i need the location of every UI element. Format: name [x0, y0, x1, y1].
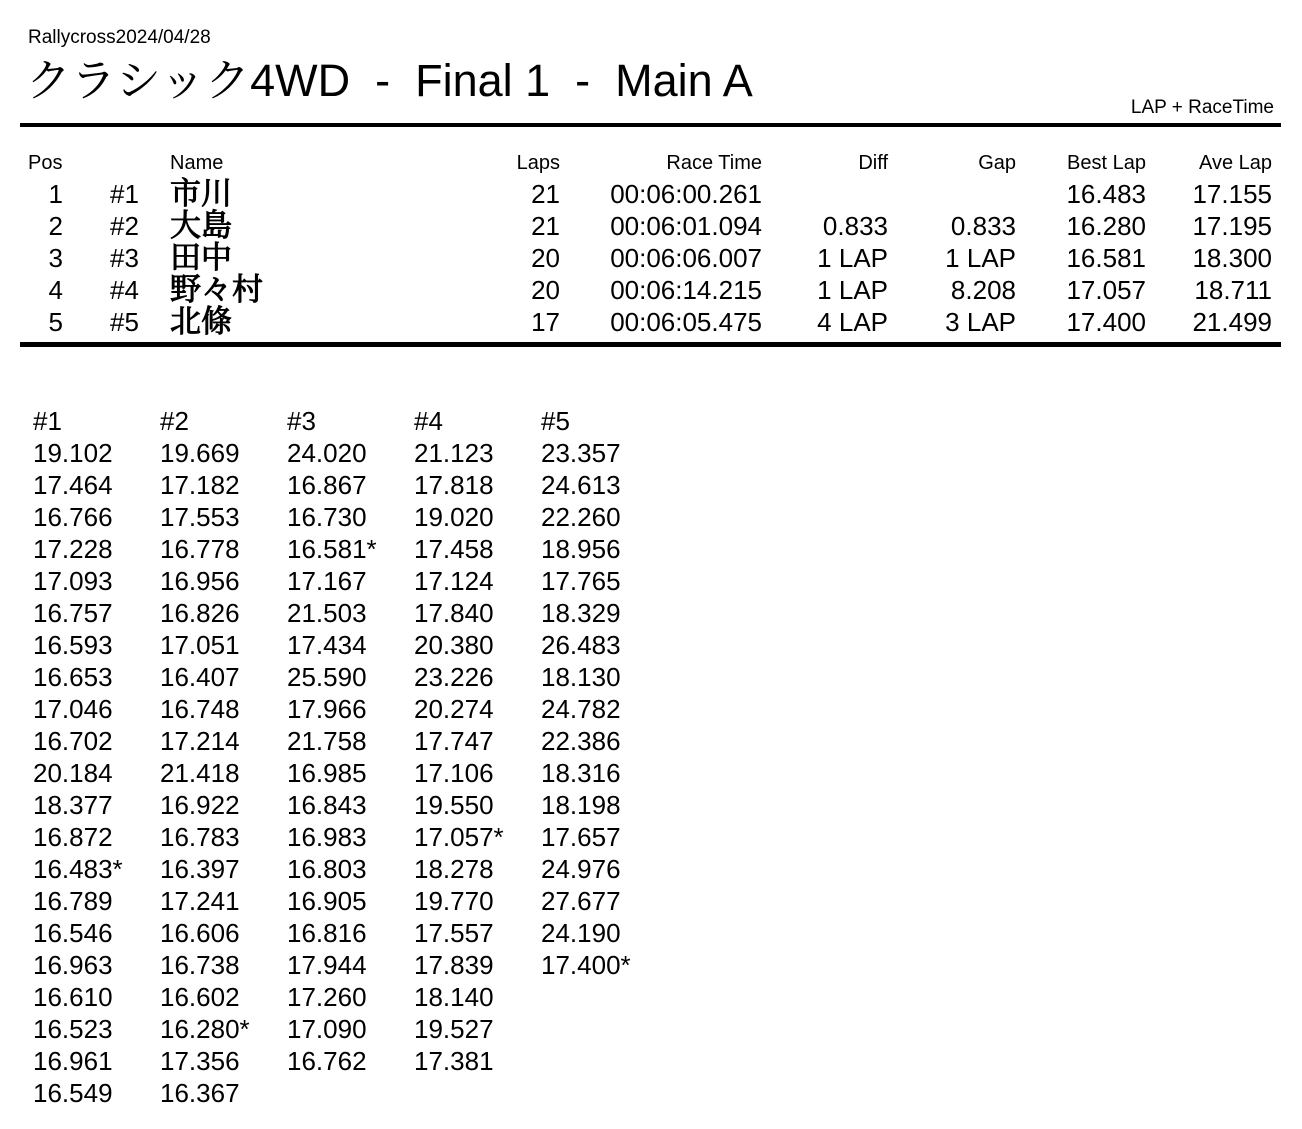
- cell-car: #3: [110, 243, 139, 273]
- lap-time-cell: 16.602: [160, 982, 240, 1012]
- lap-time-cell: 19.102: [33, 438, 113, 468]
- lap-time-cell: 18.130: [541, 662, 621, 692]
- lap-time-cell: 16.826: [160, 598, 240, 628]
- lap-time-cell: 17.400*: [541, 950, 631, 980]
- lap-time-cell: 16.581*: [287, 534, 377, 564]
- lap-row: [33, 949, 733, 981]
- lap-time-cell: 17.214: [160, 726, 240, 756]
- lap-time-cell: 16.803: [287, 854, 367, 884]
- lap-row: [33, 981, 733, 1013]
- cell-race_time: 00:06:01.094: [610, 211, 762, 241]
- divider-top: [20, 123, 1281, 127]
- lap-time-cell: 16.905: [287, 886, 367, 916]
- cell-car: #1: [110, 179, 139, 209]
- cell-car: #2: [110, 211, 139, 241]
- lap-time-cell: 16.549: [33, 1078, 113, 1108]
- lap-col-header: #1: [33, 406, 62, 436]
- cell-pos: 5: [48, 307, 63, 337]
- lap-row: [33, 437, 733, 469]
- result-row: [20, 210, 1281, 242]
- divider-bottom: [20, 342, 1281, 347]
- lap-time-cell: 16.985: [287, 758, 367, 788]
- lap-time-cell: 18.377: [33, 790, 113, 820]
- lap-row: [33, 885, 733, 917]
- lap-time-cell: 24.190: [541, 918, 621, 948]
- lap-time-cell: 16.789: [33, 886, 113, 916]
- lap-time-cell: 16.367: [160, 1078, 240, 1108]
- results-header-row: [20, 148, 1281, 178]
- lap-time-cell: 16.738: [160, 950, 240, 980]
- lap-time-cell: 26.483: [541, 630, 621, 660]
- lap-time-cell: 20.184: [33, 758, 113, 788]
- cell-best_lap: 17.057: [1066, 275, 1146, 305]
- cell-name: 野々村: [170, 272, 263, 307]
- cell-pos: 1: [48, 179, 63, 209]
- lap-row: [33, 821, 733, 853]
- lap-time-cell: 16.748: [160, 694, 240, 724]
- cell-name: 北條: [170, 304, 232, 339]
- lap-time-cell: 18.329: [541, 598, 621, 628]
- lap-time-cell: 17.818: [414, 470, 494, 500]
- lap-time-cell: 17.765: [541, 566, 621, 596]
- lap-time-cell: 17.657: [541, 822, 621, 852]
- cell-laps: 17: [531, 307, 560, 337]
- lap-time-cell: 17.090: [287, 1014, 367, 1044]
- lap-col-header: #3: [287, 406, 316, 436]
- lap-row: [33, 1045, 733, 1077]
- cell-laps: 20: [531, 275, 560, 305]
- cell-name: 市川: [170, 176, 232, 211]
- lap-time-cell: 17.944: [287, 950, 367, 980]
- cell-best_lap: 16.280: [1066, 211, 1146, 241]
- cell-laps: 20: [531, 243, 560, 273]
- lap-time-cell: 17.167: [287, 566, 367, 596]
- cell-diff: 1 LAP: [817, 275, 888, 305]
- lap-time-cell: 17.228: [33, 534, 113, 564]
- lap-row: [33, 757, 733, 789]
- cell-car: #4: [110, 275, 139, 305]
- lap-times-table: [33, 405, 733, 1109]
- lap-col-header: #2: [160, 406, 189, 436]
- cell-name: 大島: [170, 208, 232, 243]
- cell-gap: 0.833: [950, 211, 1016, 241]
- lap-time-cell: 18.278: [414, 854, 494, 884]
- cell-ave_lap: 18.300: [1192, 243, 1272, 273]
- lap-time-cell: 18.956: [541, 534, 621, 564]
- lap-row: [33, 1077, 733, 1109]
- lap-row: [33, 533, 733, 565]
- lap-times-header-row: [33, 405, 733, 437]
- col-header-name: Name: [170, 152, 224, 174]
- page-title: クラシック4WD - Final 1 - Main A: [26, 55, 753, 106]
- lap-time-cell: 24.976: [541, 854, 621, 884]
- lap-time-cell: 21.123: [414, 438, 494, 468]
- lap-time-cell: 16.407: [160, 662, 240, 692]
- cell-laps: 21: [531, 211, 560, 241]
- cell-race_time: 00:06:14.215: [610, 275, 762, 305]
- lap-time-cell: 16.730: [287, 502, 367, 532]
- lap-row: [33, 565, 733, 597]
- lap-time-cell: 23.357: [541, 438, 621, 468]
- lap-time-cell: 16.956: [160, 566, 240, 596]
- col-header-diff: Diff: [858, 152, 888, 174]
- lap-time-cell: 16.546: [33, 918, 113, 948]
- lap-row: [33, 501, 733, 533]
- lap-col-header: #5: [541, 406, 570, 436]
- lap-time-cell: 17.557: [414, 918, 494, 948]
- lap-col-header: #4: [414, 406, 443, 436]
- result-row: [20, 274, 1281, 306]
- lap-time-cell: 17.747: [414, 726, 494, 756]
- result-row: [20, 242, 1281, 274]
- lap-time-cell: 16.653: [33, 662, 113, 692]
- lap-time-cell: 22.386: [541, 726, 621, 756]
- lap-time-cell: 17.839: [414, 950, 494, 980]
- lap-time-cell: 19.770: [414, 886, 494, 916]
- lap-time-cell: 20.380: [414, 630, 494, 660]
- lap-time-cell: 19.669: [160, 438, 240, 468]
- lap-time-cell: 16.593: [33, 630, 113, 660]
- lap-time-cell: 17.966: [287, 694, 367, 724]
- lap-time-cell: 16.778: [160, 534, 240, 564]
- lap-time-cell: 24.613: [541, 470, 621, 500]
- cell-ave_lap: 18.711: [1194, 275, 1272, 305]
- lap-time-cell: 16.983: [287, 822, 367, 852]
- lap-time-cell: 17.553: [160, 502, 240, 532]
- lap-time-cell: 17.106: [414, 758, 494, 788]
- lap-time-cell: 18.316: [541, 758, 621, 788]
- lap-time-cell: 21.503: [287, 598, 367, 628]
- cell-diff: 0.833: [822, 211, 888, 241]
- lap-time-cell: 16.610: [33, 982, 113, 1012]
- lap-time-cell: 24.782: [541, 694, 621, 724]
- lap-time-cell: 16.397: [160, 854, 240, 884]
- cell-best_lap: 16.483: [1066, 179, 1146, 209]
- lap-time-cell: 17.356: [160, 1046, 240, 1076]
- lap-time-cell: 16.961: [33, 1046, 113, 1076]
- lap-time-cell: 16.523: [33, 1014, 113, 1044]
- lap-time-cell: 18.198: [541, 790, 621, 820]
- col-header-pos: Pos: [28, 152, 63, 174]
- cell-pos: 2: [48, 211, 63, 241]
- lap-time-cell: 16.483*: [33, 854, 123, 884]
- lap-time-cell: 16.922: [160, 790, 240, 820]
- result-row: [20, 306, 1281, 338]
- lap-times-rows: [33, 437, 733, 1109]
- cell-gap: 1 LAP: [945, 243, 1016, 273]
- lap-time-cell: 16.280*: [160, 1014, 250, 1044]
- lap-time-cell: 17.464: [33, 470, 113, 500]
- lap-time-cell: 17.458: [414, 534, 494, 564]
- event-date: Rallycross2024/04/28: [28, 27, 211, 48]
- cell-best_lap: 16.581: [1066, 243, 1146, 273]
- lap-row: [33, 789, 733, 821]
- cell-ave_lap: 17.155: [1192, 179, 1272, 209]
- lap-time-cell: 19.550: [414, 790, 494, 820]
- lap-time-cell: 17.260: [287, 982, 367, 1012]
- lap-time-cell: 21.758: [287, 726, 367, 756]
- cell-car: #5: [110, 307, 139, 337]
- col-header-avelap: Ave Lap: [1198, 152, 1272, 174]
- timing-mode-label: LAP + RaceTime: [1130, 97, 1274, 118]
- lap-time-cell: 17.241: [160, 886, 240, 916]
- cell-pos: 4: [48, 275, 63, 305]
- cell-pos: 3: [48, 243, 63, 273]
- cell-diff: 4 LAP: [817, 307, 888, 337]
- lap-time-cell: 18.140: [414, 982, 494, 1012]
- lap-time-cell: 19.020: [414, 502, 494, 532]
- lap-row: [33, 469, 733, 501]
- lap-time-cell: 17.840: [414, 598, 494, 628]
- lap-time-cell: 16.702: [33, 726, 113, 756]
- lap-time-cell: 16.963: [33, 950, 113, 980]
- lap-time-cell: 21.418: [160, 758, 240, 788]
- lap-time-cell: 17.051: [160, 630, 240, 660]
- results-rows: [20, 178, 1281, 338]
- lap-time-cell: 16.783: [160, 822, 240, 852]
- result-row: [20, 178, 1281, 210]
- lap-time-cell: 17.434: [287, 630, 367, 660]
- lap-time-cell: 16.762: [287, 1046, 367, 1076]
- lap-time-cell: 17.381: [414, 1046, 494, 1076]
- cell-race_time: 00:06:06.007: [610, 243, 762, 273]
- cell-race_time: 00:06:05.475: [610, 307, 762, 337]
- cell-ave_lap: 21.499: [1192, 307, 1272, 337]
- lap-time-cell: 23.226: [414, 662, 494, 692]
- lap-row: [33, 661, 733, 693]
- results-table: [20, 148, 1281, 338]
- lap-time-cell: 17.057*: [414, 822, 504, 852]
- col-header-bestlap: Best Lap: [1067, 152, 1146, 174]
- lap-time-cell: 16.757: [33, 598, 113, 628]
- lap-time-cell: 17.182: [160, 470, 240, 500]
- lap-row: [33, 1013, 733, 1045]
- lap-time-cell: 24.020: [287, 438, 367, 468]
- lap-time-cell: 16.872: [33, 822, 113, 852]
- cell-laps: 21: [531, 179, 560, 209]
- lap-time-cell: 20.274: [414, 694, 494, 724]
- lap-time-cell: 16.867: [287, 470, 367, 500]
- cell-gap: 8.208: [950, 275, 1016, 305]
- col-header-gap: Gap: [978, 152, 1016, 174]
- cell-name: 田中: [170, 240, 232, 275]
- cell-race_time: 00:06:00.261: [610, 179, 762, 209]
- lap-time-cell: 16.816: [287, 918, 367, 948]
- lap-time-cell: 16.766: [33, 502, 113, 532]
- lap-row: [33, 693, 733, 725]
- lap-time-cell: 25.590: [287, 662, 367, 692]
- lap-time-cell: 17.093: [33, 566, 113, 596]
- cell-ave_lap: 17.195: [1192, 211, 1272, 241]
- lap-time-cell: 19.527: [414, 1014, 494, 1044]
- col-header-laps: Laps: [516, 152, 560, 174]
- col-header-racetime: Race Time: [666, 152, 762, 174]
- lap-row: [33, 629, 733, 661]
- cell-diff: 1 LAP: [817, 243, 888, 273]
- lap-time-cell: 27.677: [541, 886, 621, 916]
- lap-row: [33, 917, 733, 949]
- cell-gap: 3 LAP: [945, 307, 1016, 337]
- lap-time-cell: 22.260: [541, 502, 621, 532]
- lap-row: [33, 853, 733, 885]
- lap-time-cell: 16.843: [287, 790, 367, 820]
- cell-best_lap: 17.400: [1066, 307, 1146, 337]
- lap-time-cell: 17.046: [33, 694, 113, 724]
- lap-row: [33, 597, 733, 629]
- lap-time-cell: 17.124: [414, 566, 494, 596]
- lap-time-cell: 16.606: [160, 918, 240, 948]
- lap-row: [33, 725, 733, 757]
